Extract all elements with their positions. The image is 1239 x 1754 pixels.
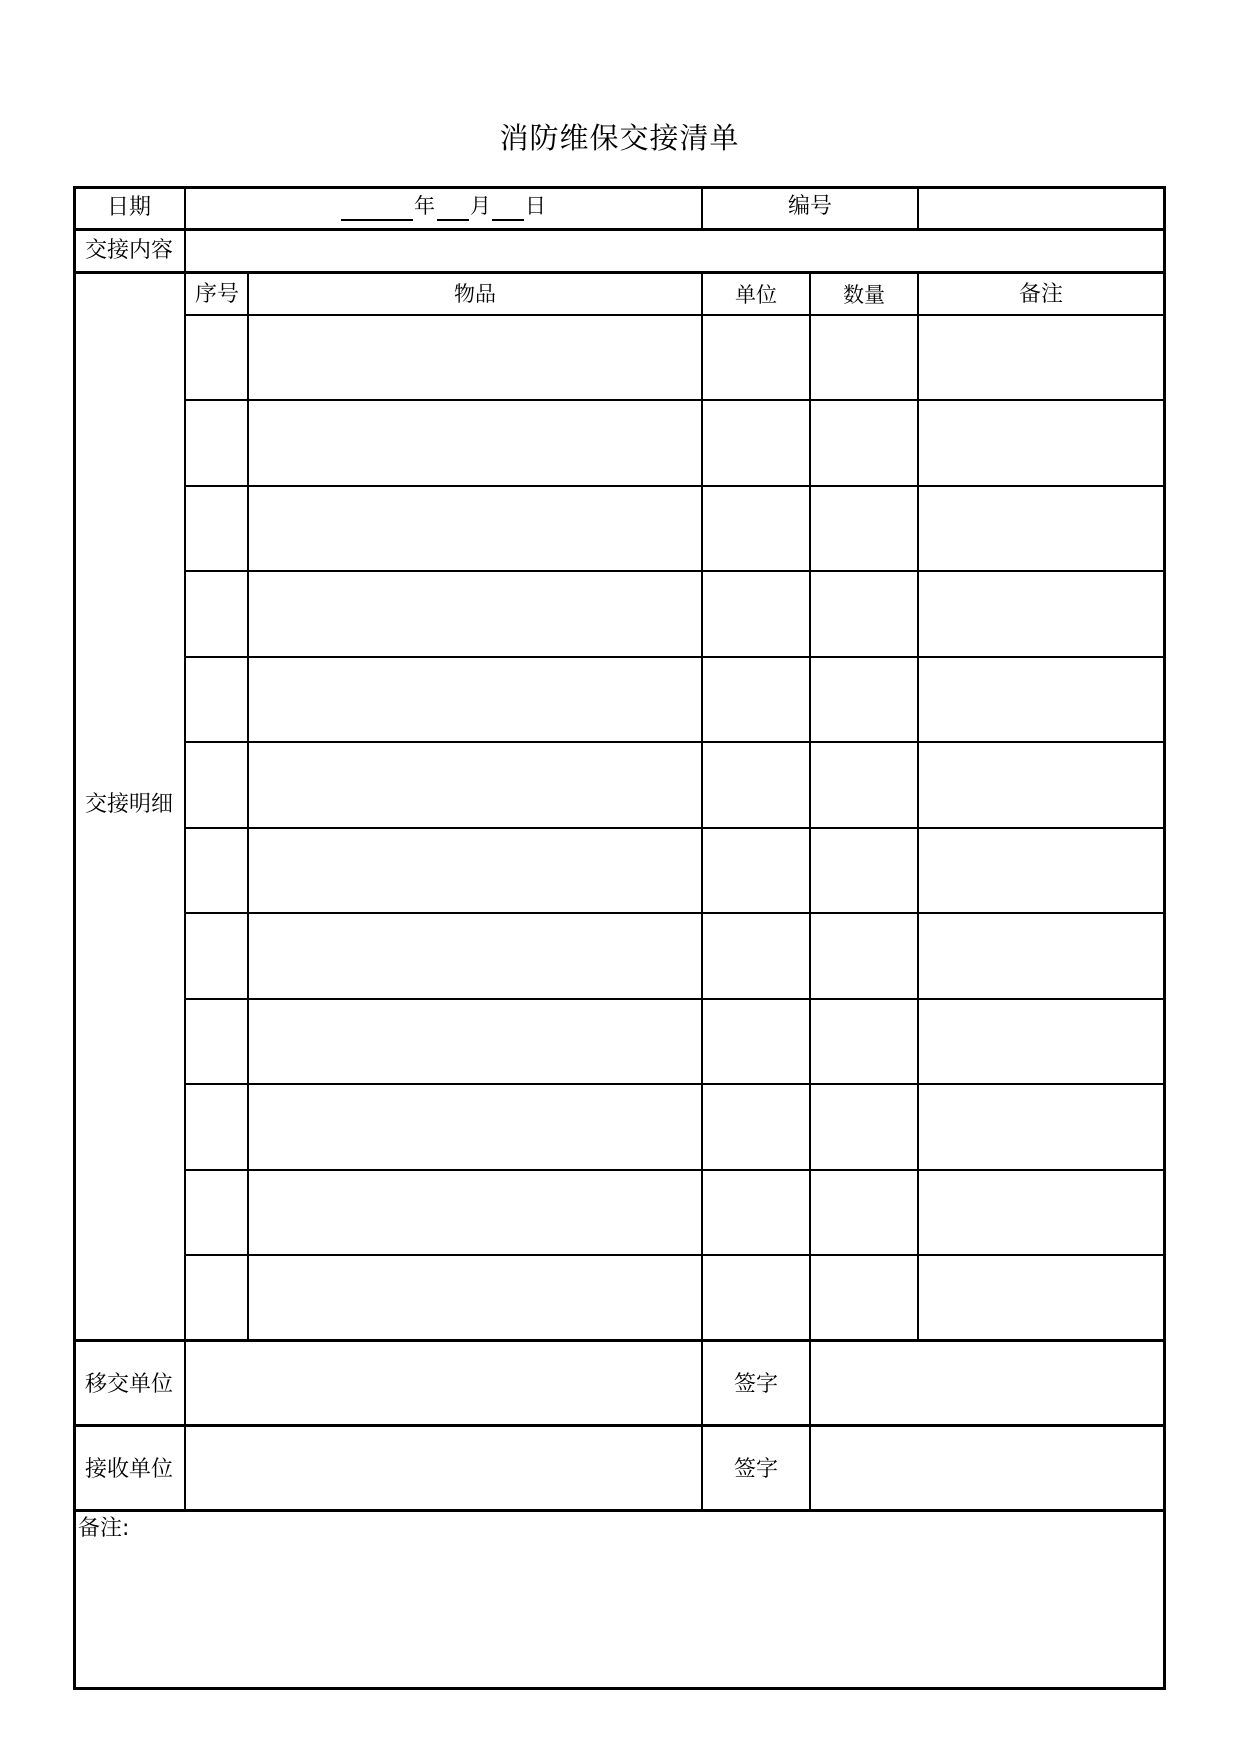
receive-unit-label: 接收单位 bbox=[84, 1457, 174, 1482]
col-divider bbox=[184, 186, 186, 1509]
table-row-divider bbox=[185, 656, 1166, 658]
month-blank bbox=[437, 219, 469, 221]
column-header-unit: 单位 bbox=[735, 283, 777, 307]
transfer-unit-label: 移交单位 bbox=[84, 1372, 174, 1397]
table-header-divider bbox=[185, 314, 1166, 316]
row-divider bbox=[73, 271, 1166, 274]
col-divider bbox=[247, 271, 249, 1339]
year-blank bbox=[341, 219, 413, 221]
table-row-divider bbox=[185, 1254, 1166, 1256]
table-row-divider bbox=[185, 741, 1166, 743]
table-row-divider bbox=[185, 912, 1166, 914]
table-row-divider bbox=[185, 1083, 1166, 1085]
table-row-divider bbox=[185, 570, 1166, 572]
month-label: 月 bbox=[470, 194, 491, 218]
details-label: 交接明细 bbox=[84, 792, 174, 817]
transfer-sign-label: 签字 bbox=[733, 1372, 779, 1397]
year-label: 年 bbox=[414, 194, 435, 218]
receive-sign-label: 签字 bbox=[733, 1457, 779, 1482]
column-header-item: 物品 bbox=[454, 282, 496, 306]
col-divider bbox=[917, 186, 919, 228]
col-divider bbox=[917, 271, 919, 1339]
table-row-divider bbox=[185, 399, 1166, 401]
page-title: 消防维保交接清单 bbox=[499, 121, 740, 155]
col-divider bbox=[701, 271, 703, 1509]
table-row-divider bbox=[185, 998, 1166, 1000]
column-header-seq: 序号 bbox=[194, 282, 240, 307]
col-divider bbox=[701, 186, 703, 228]
row-divider bbox=[73, 228, 1166, 231]
remarks-label: 备注: bbox=[78, 1516, 130, 1541]
content-label: 交接内容 bbox=[84, 238, 174, 263]
row-divider bbox=[73, 1339, 1166, 1342]
col-divider bbox=[809, 271, 811, 1509]
date-label: 日期 bbox=[106, 195, 152, 220]
day-blank bbox=[492, 219, 524, 221]
table-row-divider bbox=[185, 827, 1166, 829]
table-row-divider bbox=[185, 1169, 1166, 1171]
number-label: 编号 bbox=[787, 194, 833, 219]
day-label: 日 bbox=[525, 194, 546, 218]
row-divider bbox=[73, 1424, 1166, 1427]
column-header-quantity: 数量 bbox=[843, 283, 885, 307]
handover-form bbox=[73, 186, 1166, 1690]
column-header-remark: 备注 bbox=[1018, 282, 1064, 307]
table-row-divider bbox=[185, 485, 1166, 487]
row-divider bbox=[73, 1509, 1166, 1512]
